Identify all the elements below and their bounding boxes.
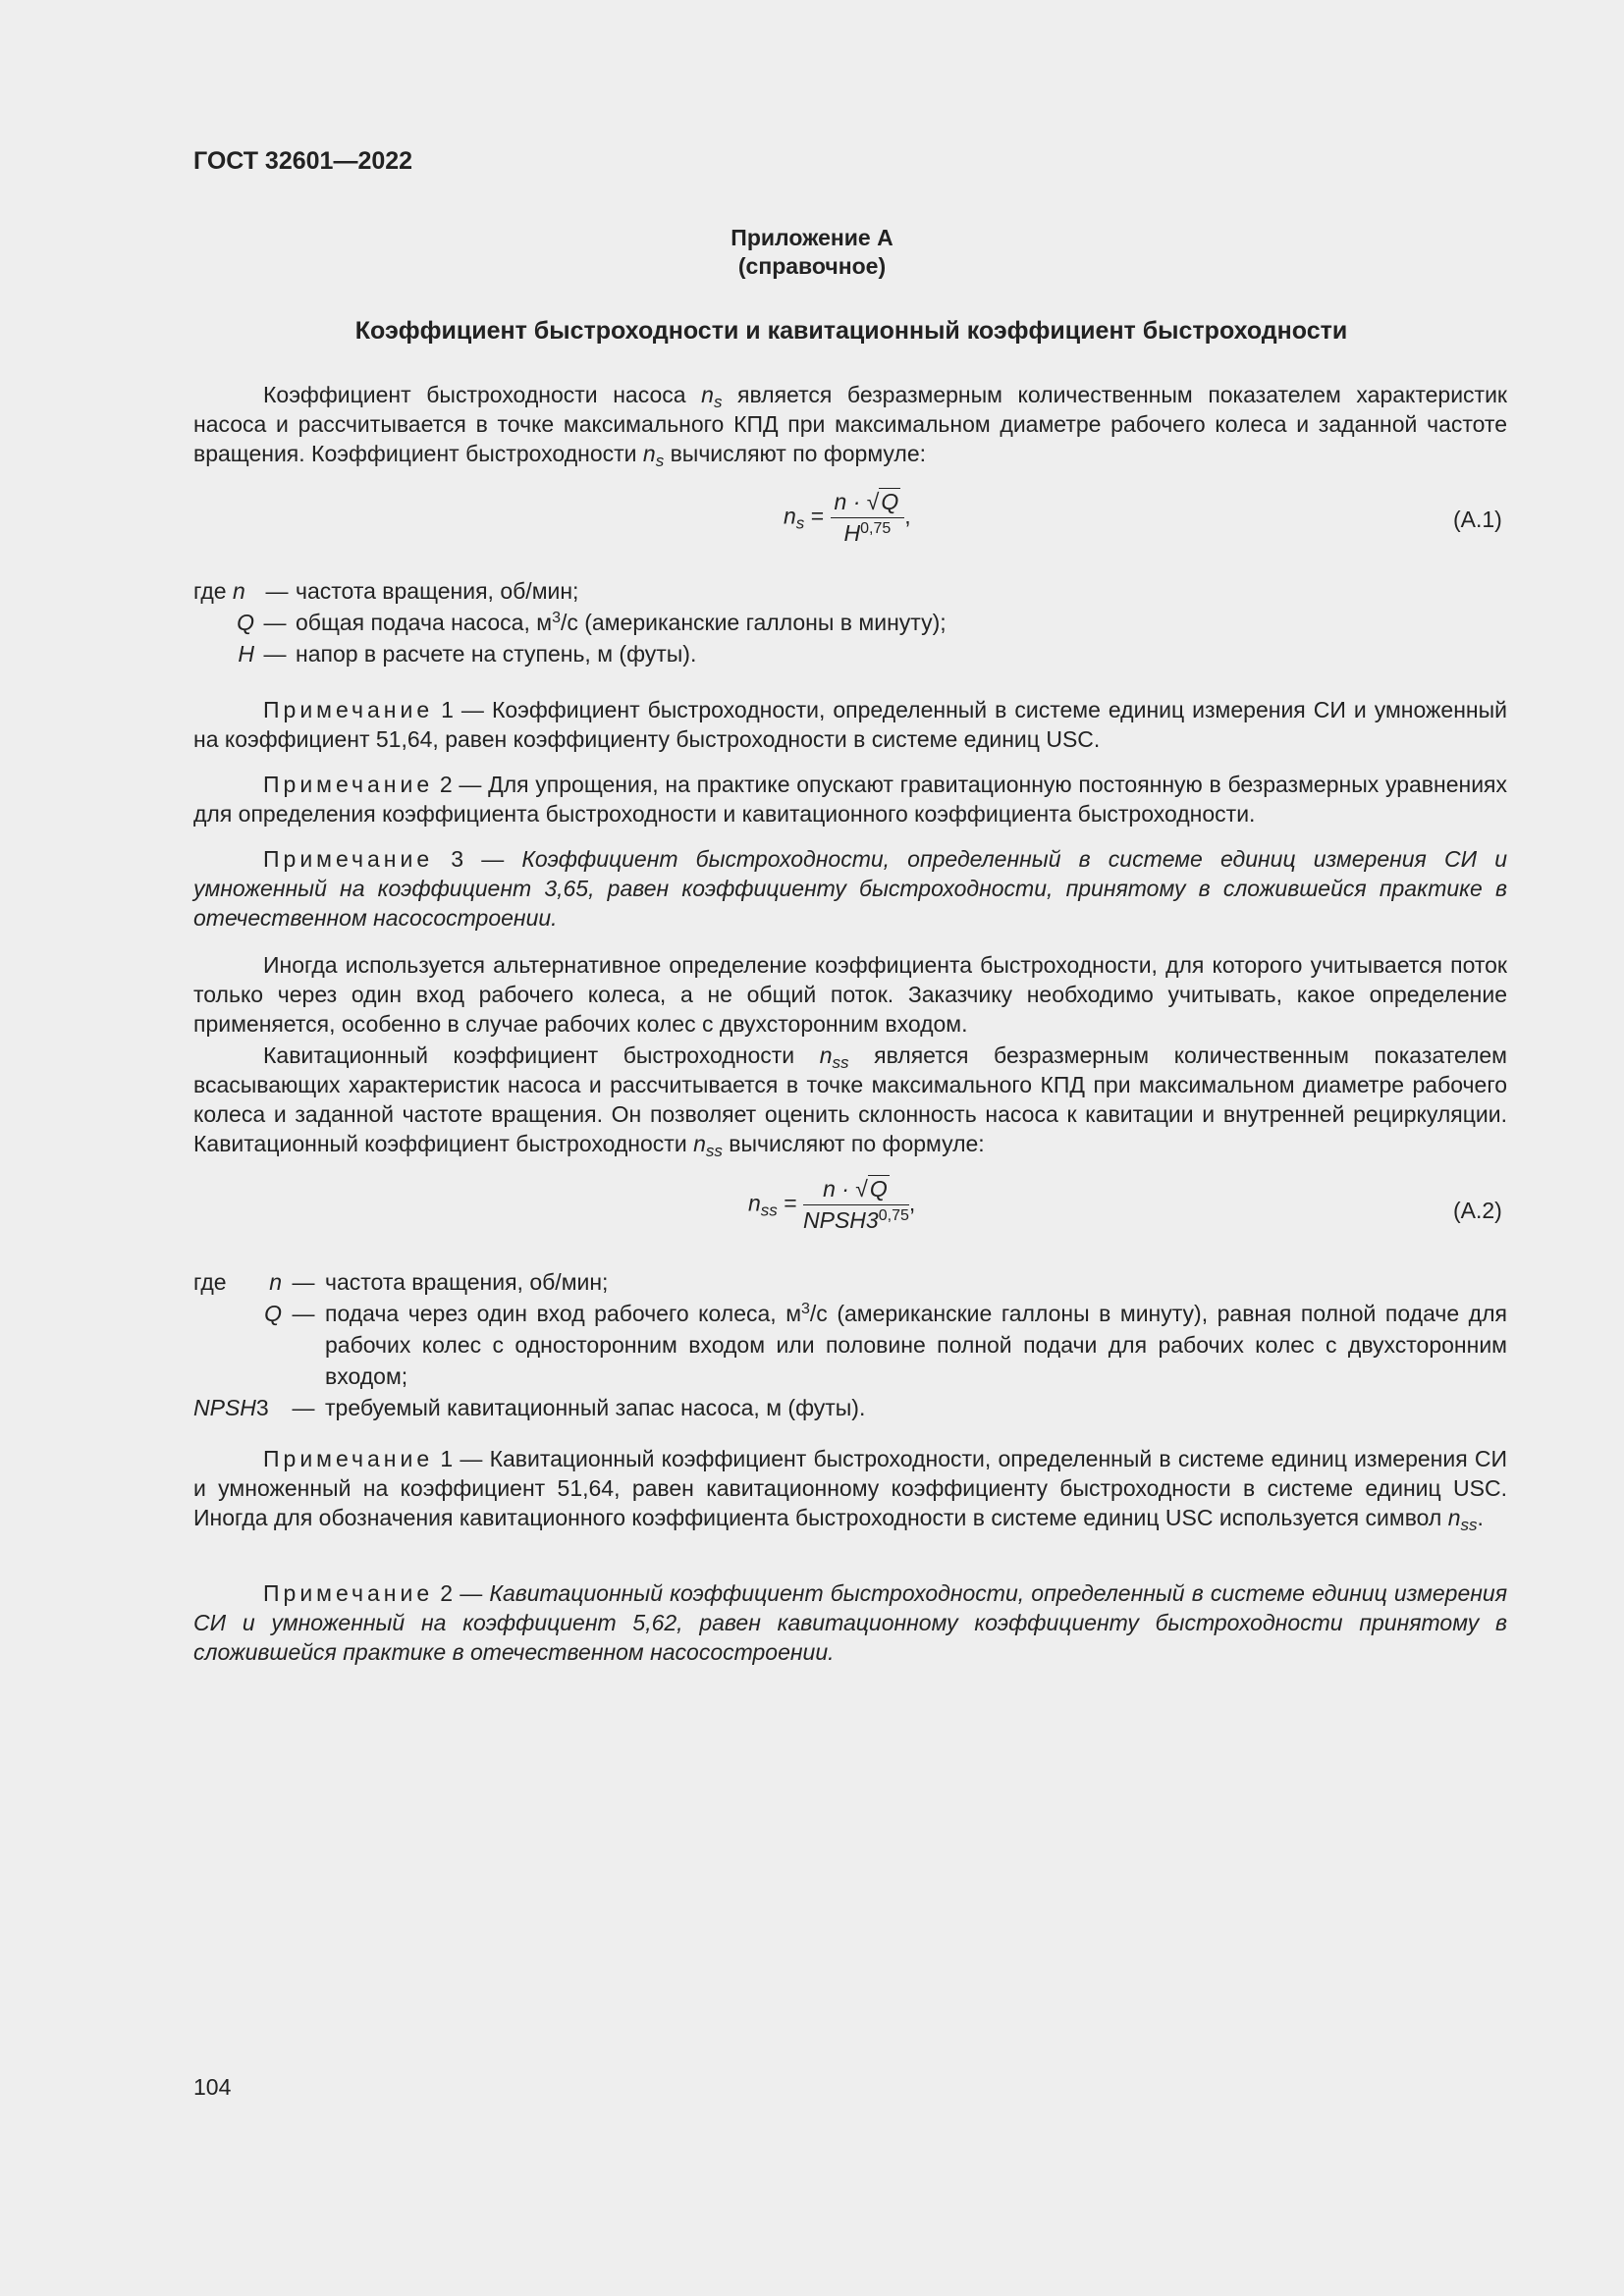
note-3: Примечание 3 — Коэффициент быстроходности, определенный в системе единиц измерения СИ и умноженный на коэффициент 3,65, равен коэффициенту быстроходности, принятому в сложившейся практике в отечественном насосостроении. [193,846,1507,931]
document-header: ГОСТ 32601—2022 [193,147,413,175]
section-title: Коэффициент быстроходности и кавитационный коэффициент быстроходности [354,317,1348,345]
equation-number-a2: (А.2) [1453,1198,1502,1223]
definition-row: Q — подача через один вход рабочего колеса, $м^3/с$ (американские галлоны в минуту), равная полной подаче для рабочих колес с односторонним входом или половине полной подачи для рабочих колес с двухсторонним входом; [264,1301,1507,1389]
definition-row: H — напор в расчете на ступень, м (футы). [238,641,697,667]
page-number: 104 [193,2074,232,2100]
definitions-a2 [193,1266,1507,1423]
note-2: Примечание 2 — Для упрощения, на практике опускают гравитационную постоянную в безразмерных уравнениях для определения коэффициента быстроходности и кавитационного коэффициента быстроходности. [193,772,1507,827]
appendix-label: Приложение А [731,225,893,250]
note-1: Примечание 1 — Коэффициент быстроходности, определенный в системе единиц измерения СИ и умноженный на коэффициент 51,64, равен коэффициенту быстроходности в системе единиц USC. [193,697,1507,752]
appendix-status: (справочное) [737,253,887,279]
appendix-heading [0,224,1624,281]
note-suction-1: Примечание 1 — Кавитационный коэффициент быстроходности, определенный в системе единиц измерения СИ и умноженный на коэффициент 51,64, равен кавитационному коэффициенту быстроходности в системе единиц USC. Иногда для обозначения кавитационного коэффициента быстроходности в системе единиц USC используется символ $n_{ss}$. [193,1446,1507,1534]
definition-row: NPSH3 — требуемый кавитационный запас насоса, м (футы). [193,1395,866,1420]
definition-row: где n — частота вращения, об/мин; [193,578,579,604]
formula-a1: $n_s$ = $\frac{n \cdot √Q}{H^{0,75}}$ , [784,489,911,546]
paragraph-specific-speed: Коэффициент быстроходности насоса $n_s$ является безразмерным количественным показателем характеристик насоса и рассчитывается в точке максимального КПД при максимальном диаметре рабочего колеса и заданной частоте вращения. Коэффициент быстроходности $n_s$ вычисляют по формуле: [193,382,1507,470]
note-suction-2: Примечание 2 — Кавитационный коэффициент быстроходности, определенный в системе единиц измерения СИ и умноженный на коэффициент 5,62, равен кавитационному коэффициенту быстроходности принятому в сложившейся практике в отечественном насосостроении. [193,1580,1507,1665]
definition-row: Q — общая подача насоса, $м^3/с$ (американские галлоны в минуту); [237,610,947,635]
paragraph-suction-specific-speed: Кавитационный коэффициент быстроходности $n_{ss}$ является безразмерным количественным показателем всасывающих характеристик насоса и рассчитывается в точке максимального КПД при максимальном диаметре рабочего колеса и заданной частоте вращения. Он позволяет оценить склонность насоса к кавитации и внутренней рециркуляции. Кавитационный коэффициент быстроходности $n_{ss}$ вычисляют по формуле: [193,1042,1507,1160]
paragraph-alternative-definition: Иногда используется альтернативное определение коэффициента быстроходности, для которого учитывается поток только через один вход рабочего колеса, а не общий поток. Заказчику необходимо учитывать, какое определение применяется, особенно в случае рабочих колес с двухсторонним входом. [193,952,1507,1037]
definition-row: где n — частота вращения, об/мин; [193,1269,609,1295]
formula-a2: $n_{ss}$ = $\frac{n \cdot √Q}{NPSH3^{0,75}}$ , [748,1176,916,1233]
equation-number-a1: (А.1) [1453,507,1502,532]
definitions-a1 [193,575,1507,669]
